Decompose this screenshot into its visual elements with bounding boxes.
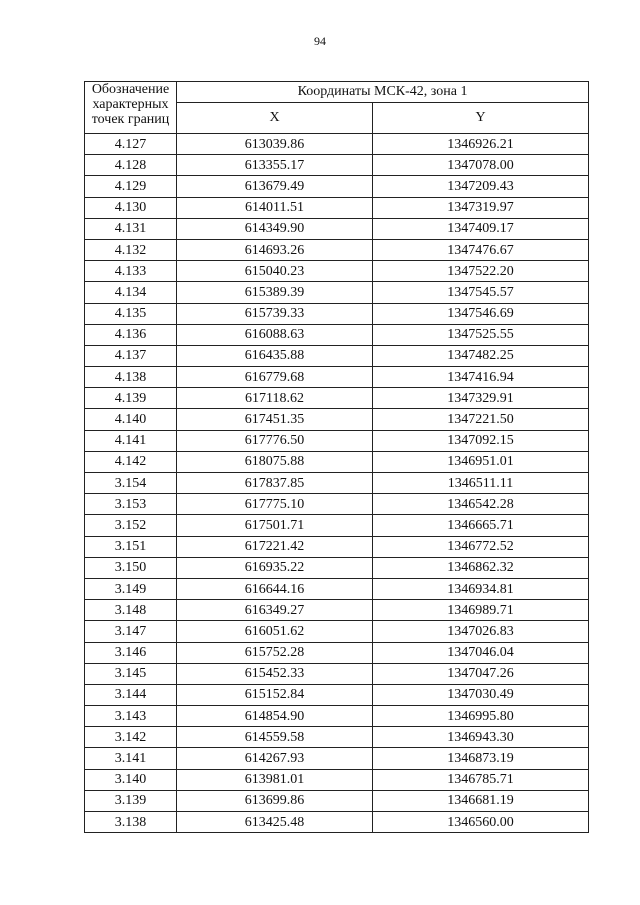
table-row: [85, 600, 589, 621]
x-cell: 614559.58: [177, 727, 373, 748]
x-cell: 613981.01: [177, 769, 373, 790]
point-id-cell: 3.144: [85, 684, 177, 705]
y-cell: 1347522.20: [373, 261, 589, 282]
point-id-cell: 3.138: [85, 812, 177, 833]
table-row: [85, 515, 589, 536]
x-cell: 613679.49: [177, 176, 373, 197]
x-cell: 616644.16: [177, 578, 373, 599]
point-id-cell: 4.131: [85, 218, 177, 239]
x-cell: 616051.62: [177, 621, 373, 642]
x-cell: 616435.88: [177, 345, 373, 366]
table-row: [85, 663, 589, 684]
y-cell: 1347047.26: [373, 663, 589, 684]
table-row: [85, 282, 589, 303]
y-cell: 1346665.71: [373, 515, 589, 536]
y-cell: 1347482.25: [373, 345, 589, 366]
y-cell: 1346995.80: [373, 706, 589, 727]
point-id-cell: 4.132: [85, 239, 177, 260]
table-row: [85, 155, 589, 176]
y-cell: 1347030.49: [373, 684, 589, 705]
y-cell: 1347046.04: [373, 642, 589, 663]
table-row: [85, 748, 589, 769]
y-cell: 1347476.67: [373, 239, 589, 260]
y-cell: 1347525.55: [373, 324, 589, 345]
x-cell: 617776.50: [177, 430, 373, 451]
table-row: [85, 812, 589, 833]
point-id-cell: 4.138: [85, 367, 177, 388]
table-row: [85, 790, 589, 811]
x-cell: 614267.93: [177, 748, 373, 769]
point-id-cell: 4.139: [85, 388, 177, 409]
table-row: [85, 769, 589, 790]
table-row: [85, 176, 589, 197]
x-cell: 617118.62: [177, 388, 373, 409]
x-cell: 615040.23: [177, 261, 373, 282]
table-row: [85, 303, 589, 324]
point-id-cell: 3.148: [85, 600, 177, 621]
point-id-cell: 3.139: [85, 790, 177, 811]
y-cell: 1347319.97: [373, 197, 589, 218]
table-row: [85, 134, 589, 155]
y-cell: 1346862.32: [373, 557, 589, 578]
y-cell: 1346926.21: [373, 134, 589, 155]
table-row: [85, 536, 589, 557]
x-cell: 617837.85: [177, 473, 373, 494]
point-id-cell: 3.150: [85, 557, 177, 578]
point-id-cell: 3.140: [85, 769, 177, 790]
table-row: [85, 239, 589, 260]
x-cell: 617501.71: [177, 515, 373, 536]
table-row: [85, 557, 589, 578]
x-cell: 615752.28: [177, 642, 373, 663]
point-id-cell: 3.149: [85, 578, 177, 599]
point-id-cell: 3.145: [85, 663, 177, 684]
point-id-cell: 4.137: [85, 345, 177, 366]
table-row: [85, 684, 589, 705]
point-id-cell: 4.135: [85, 303, 177, 324]
table-row: [85, 261, 589, 282]
y-header: Y: [373, 103, 589, 134]
point-id-cell: 4.141: [85, 430, 177, 451]
x-cell: 613425.48: [177, 812, 373, 833]
x-cell: 613355.17: [177, 155, 373, 176]
point-id-cell: 4.136: [85, 324, 177, 345]
x-cell: 613039.86: [177, 134, 373, 155]
y-cell: 1347209.43: [373, 176, 589, 197]
table-row: [85, 218, 589, 239]
point-id-cell: 3.142: [85, 727, 177, 748]
table-row: [85, 409, 589, 430]
y-cell: 1347409.17: [373, 218, 589, 239]
y-cell: 1347078.00: [373, 155, 589, 176]
point-id-cell: 3.143: [85, 706, 177, 727]
x-cell: 617221.42: [177, 536, 373, 557]
table-row: [85, 388, 589, 409]
x-cell: 616935.22: [177, 557, 373, 578]
x-cell: 616088.63: [177, 324, 373, 345]
point-id-cell: 3.152: [85, 515, 177, 536]
y-cell: 1347416.94: [373, 367, 589, 388]
y-cell: 1346873.19: [373, 748, 589, 769]
point-id-cell: 4.130: [85, 197, 177, 218]
y-cell: 1347545.57: [373, 282, 589, 303]
y-cell: 1347221.50: [373, 409, 589, 430]
x-cell: 615452.33: [177, 663, 373, 684]
y-cell: 1346542.28: [373, 494, 589, 515]
x-cell: 614349.90: [177, 218, 373, 239]
x-cell: 617451.35: [177, 409, 373, 430]
point-id-cell: 4.127: [85, 134, 177, 155]
point-id-cell: 3.147: [85, 621, 177, 642]
x-cell: 615389.39: [177, 282, 373, 303]
point-id-cell: 4.140: [85, 409, 177, 430]
point-id-cell: 4.128: [85, 155, 177, 176]
y-cell: 1346934.81: [373, 578, 589, 599]
point-id-cell: 4.133: [85, 261, 177, 282]
x-cell: 614693.26: [177, 239, 373, 260]
y-cell: 1347026.83: [373, 621, 589, 642]
table-row: [85, 621, 589, 642]
point-id-cell: 3.153: [85, 494, 177, 515]
table-row: [85, 345, 589, 366]
y-cell: 1346951.01: [373, 451, 589, 472]
table-row: [85, 727, 589, 748]
table-row: [85, 473, 589, 494]
point-id-cell: 4.142: [85, 451, 177, 472]
x-cell: 618075.88: [177, 451, 373, 472]
y-cell: 1346785.71: [373, 769, 589, 790]
y-cell: 1347546.69: [373, 303, 589, 324]
x-header: X: [177, 103, 373, 134]
point-id-cell: 3.146: [85, 642, 177, 663]
y-cell: 1346943.30: [373, 727, 589, 748]
x-cell: 614011.51: [177, 197, 373, 218]
x-cell: 616349.27: [177, 600, 373, 621]
table-row: [85, 197, 589, 218]
table-row: [85, 494, 589, 515]
x-cell: 615152.84: [177, 684, 373, 705]
y-cell: 1346772.52: [373, 536, 589, 557]
y-cell: 1347329.91: [373, 388, 589, 409]
coords-group-header: Координаты МСК-42, зона 1: [177, 82, 589, 103]
x-cell: 615739.33: [177, 303, 373, 324]
table-row: [85, 451, 589, 472]
x-cell: 613699.86: [177, 790, 373, 811]
table-body: [85, 134, 589, 833]
y-cell: 1346681.19: [373, 790, 589, 811]
y-cell: 1346560.00: [373, 812, 589, 833]
x-cell: 617775.10: [177, 494, 373, 515]
point-id-cell: 4.129: [85, 176, 177, 197]
point-id-cell: 3.141: [85, 748, 177, 769]
table-row: [85, 324, 589, 345]
point-id-cell: 3.151: [85, 536, 177, 557]
table-row: [85, 367, 589, 388]
x-cell: 614854.90: [177, 706, 373, 727]
point-id-cell: 4.134: [85, 282, 177, 303]
y-cell: 1346989.71: [373, 600, 589, 621]
table-row: [85, 642, 589, 663]
y-cell: 1347092.15: [373, 430, 589, 451]
page-number: 94: [314, 34, 326, 48]
y-cell: 1346511.11: [373, 473, 589, 494]
x-cell: 616779.68: [177, 367, 373, 388]
coordinates-table: [84, 81, 589, 833]
table-row: [85, 430, 589, 451]
table-row: [85, 706, 589, 727]
point-name-header: Обозначение характерных точек границ: [85, 82, 177, 134]
point-id-cell: 3.154: [85, 473, 177, 494]
table-row: [85, 578, 589, 599]
